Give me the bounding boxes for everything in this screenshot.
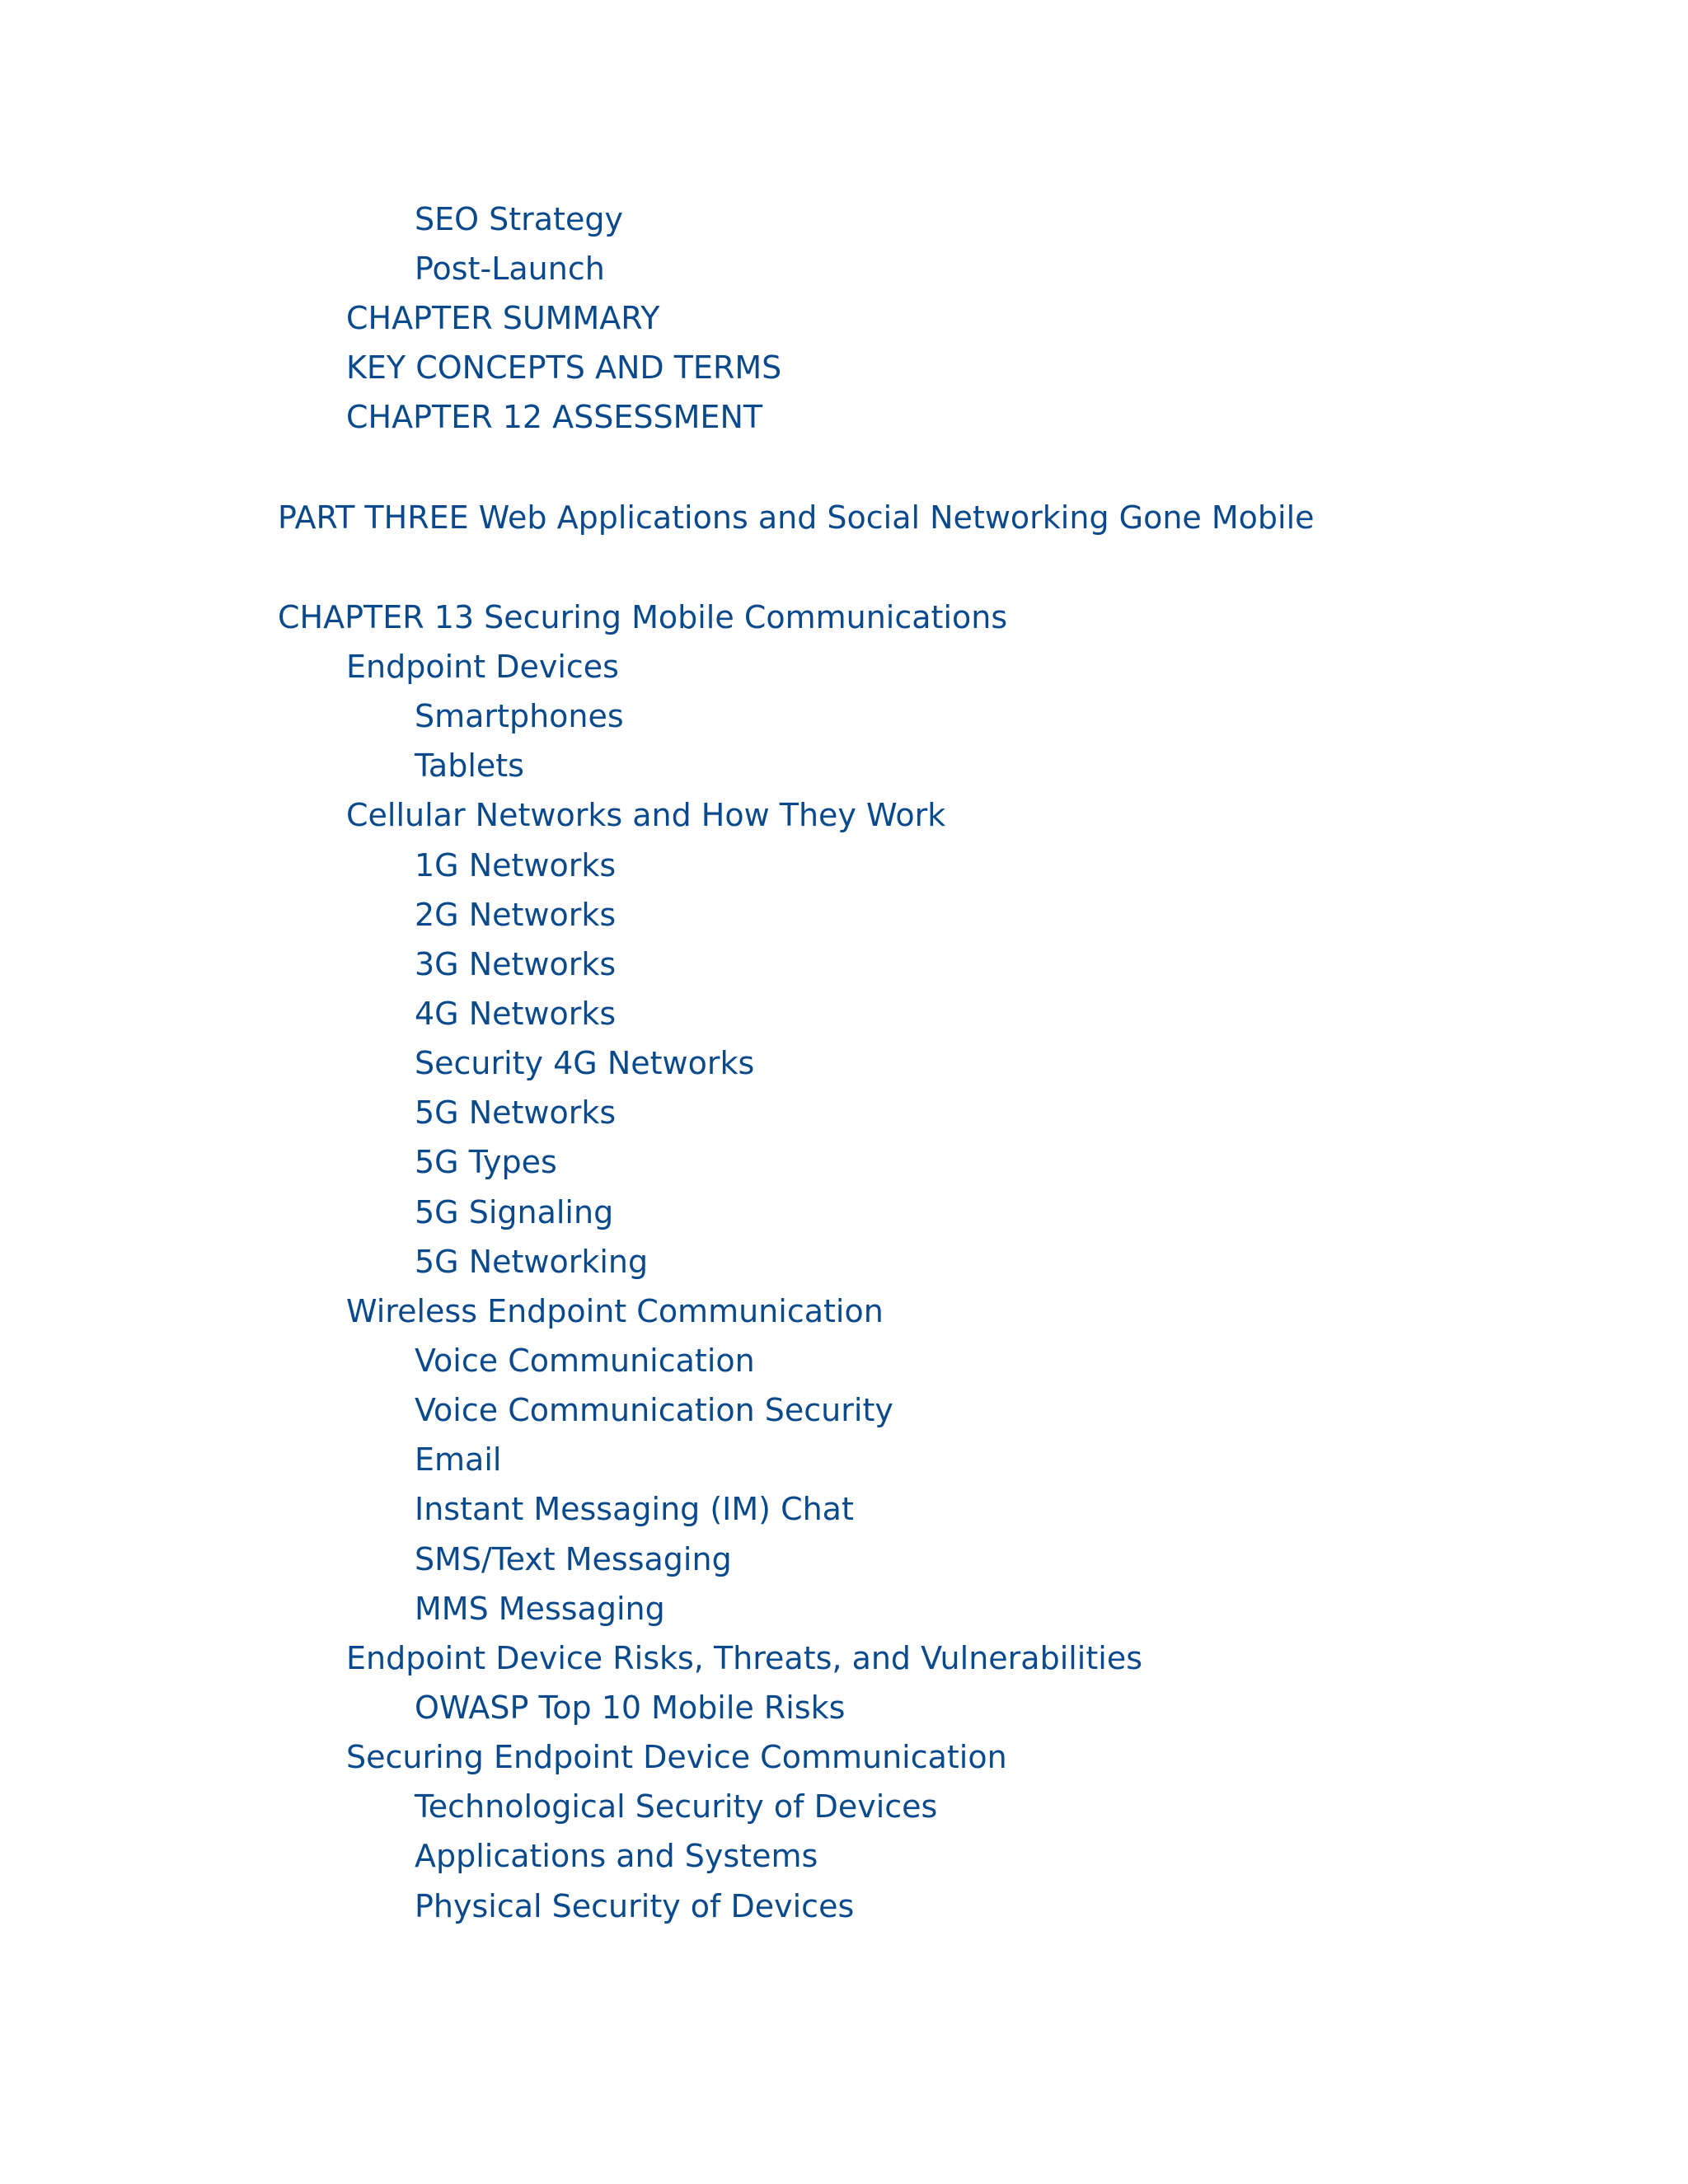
- toc-link-physical-security-of-devices[interactable]: Physical Security of Devices: [415, 1888, 855, 1924]
- toc-link-wireless-endpoint-communication[interactable]: Wireless Endpoint Communication: [346, 1293, 884, 1329]
- toc-link-2g-networks[interactable]: 2G Networks: [415, 897, 617, 933]
- toc-link-post-launch[interactable]: Post-Launch: [415, 251, 605, 287]
- toc-link-chapter-summary[interactable]: CHAPTER SUMMARY: [346, 300, 660, 336]
- toc-link-endpoint-device-risks[interactable]: Endpoint Device Risks, Threats, and Vulnerabilities: [346, 1640, 1142, 1676]
- toc-link-email[interactable]: Email: [415, 1441, 502, 1478]
- toc-link-5g-signaling[interactable]: 5G Signaling: [415, 1194, 614, 1230]
- toc-link-endpoint-devices[interactable]: Endpoint Devices: [346, 649, 619, 685]
- toc-link-securing-endpoint-device-communication[interactable]: Securing Endpoint Device Communication: [346, 1739, 1007, 1775]
- toc-link-applications-and-systems[interactable]: Applications and Systems: [415, 1838, 818, 1874]
- toc-link-chapter-13[interactable]: CHAPTER 13 Securing Mobile Communications: [278, 599, 1008, 635]
- toc-link-mms-messaging[interactable]: MMS Messaging: [415, 1591, 665, 1627]
- toc-link-chapter-12-assessment[interactable]: CHAPTER 12 ASSESSMENT: [346, 399, 763, 435]
- toc-link-4g-networks[interactable]: 4G Networks: [415, 996, 617, 1032]
- toc-link-sms-text-messaging[interactable]: SMS/Text Messaging: [415, 1541, 732, 1577]
- toc-link-5g-networking[interactable]: 5G Networking: [415, 1244, 649, 1280]
- toc-link-cellular-networks[interactable]: Cellular Networks and How They Work: [346, 797, 946, 833]
- toc-link-voice-communication[interactable]: Voice Communication: [415, 1343, 755, 1379]
- toc-link-smartphones[interactable]: Smartphones: [415, 698, 624, 734]
- toc-link-key-concepts-and-terms[interactable]: KEY CONCEPTS AND TERMS: [346, 349, 782, 386]
- toc-link-tablets[interactable]: Tablets: [415, 748, 524, 784]
- toc-link-technological-security-of-devices[interactable]: Technological Security of Devices: [415, 1788, 938, 1825]
- toc-link-security-4g-networks[interactable]: Security 4G Networks: [415, 1045, 755, 1081]
- toc-link-voice-communication-security[interactable]: Voice Communication Security: [415, 1392, 893, 1428]
- toc-link-3g-networks[interactable]: 3G Networks: [415, 946, 617, 982]
- toc-link-5g-types[interactable]: 5G Types: [415, 1144, 557, 1180]
- toc-link-instant-messaging-chat[interactable]: Instant Messaging (IM) Chat: [415, 1491, 854, 1527]
- toc-link-part-three[interactable]: PART THREE Web Applications and Social Networking Gone Mobile: [278, 499, 1315, 536]
- toc-link-5g-networks[interactable]: 5G Networks: [415, 1094, 617, 1131]
- toc-link-owasp-top-10-mobile-risks[interactable]: OWASP Top 10 Mobile Risks: [415, 1690, 846, 1726]
- toc-link-1g-networks[interactable]: 1G Networks: [415, 847, 617, 883]
- toc-link-seo-strategy[interactable]: SEO Strategy: [415, 201, 623, 237]
